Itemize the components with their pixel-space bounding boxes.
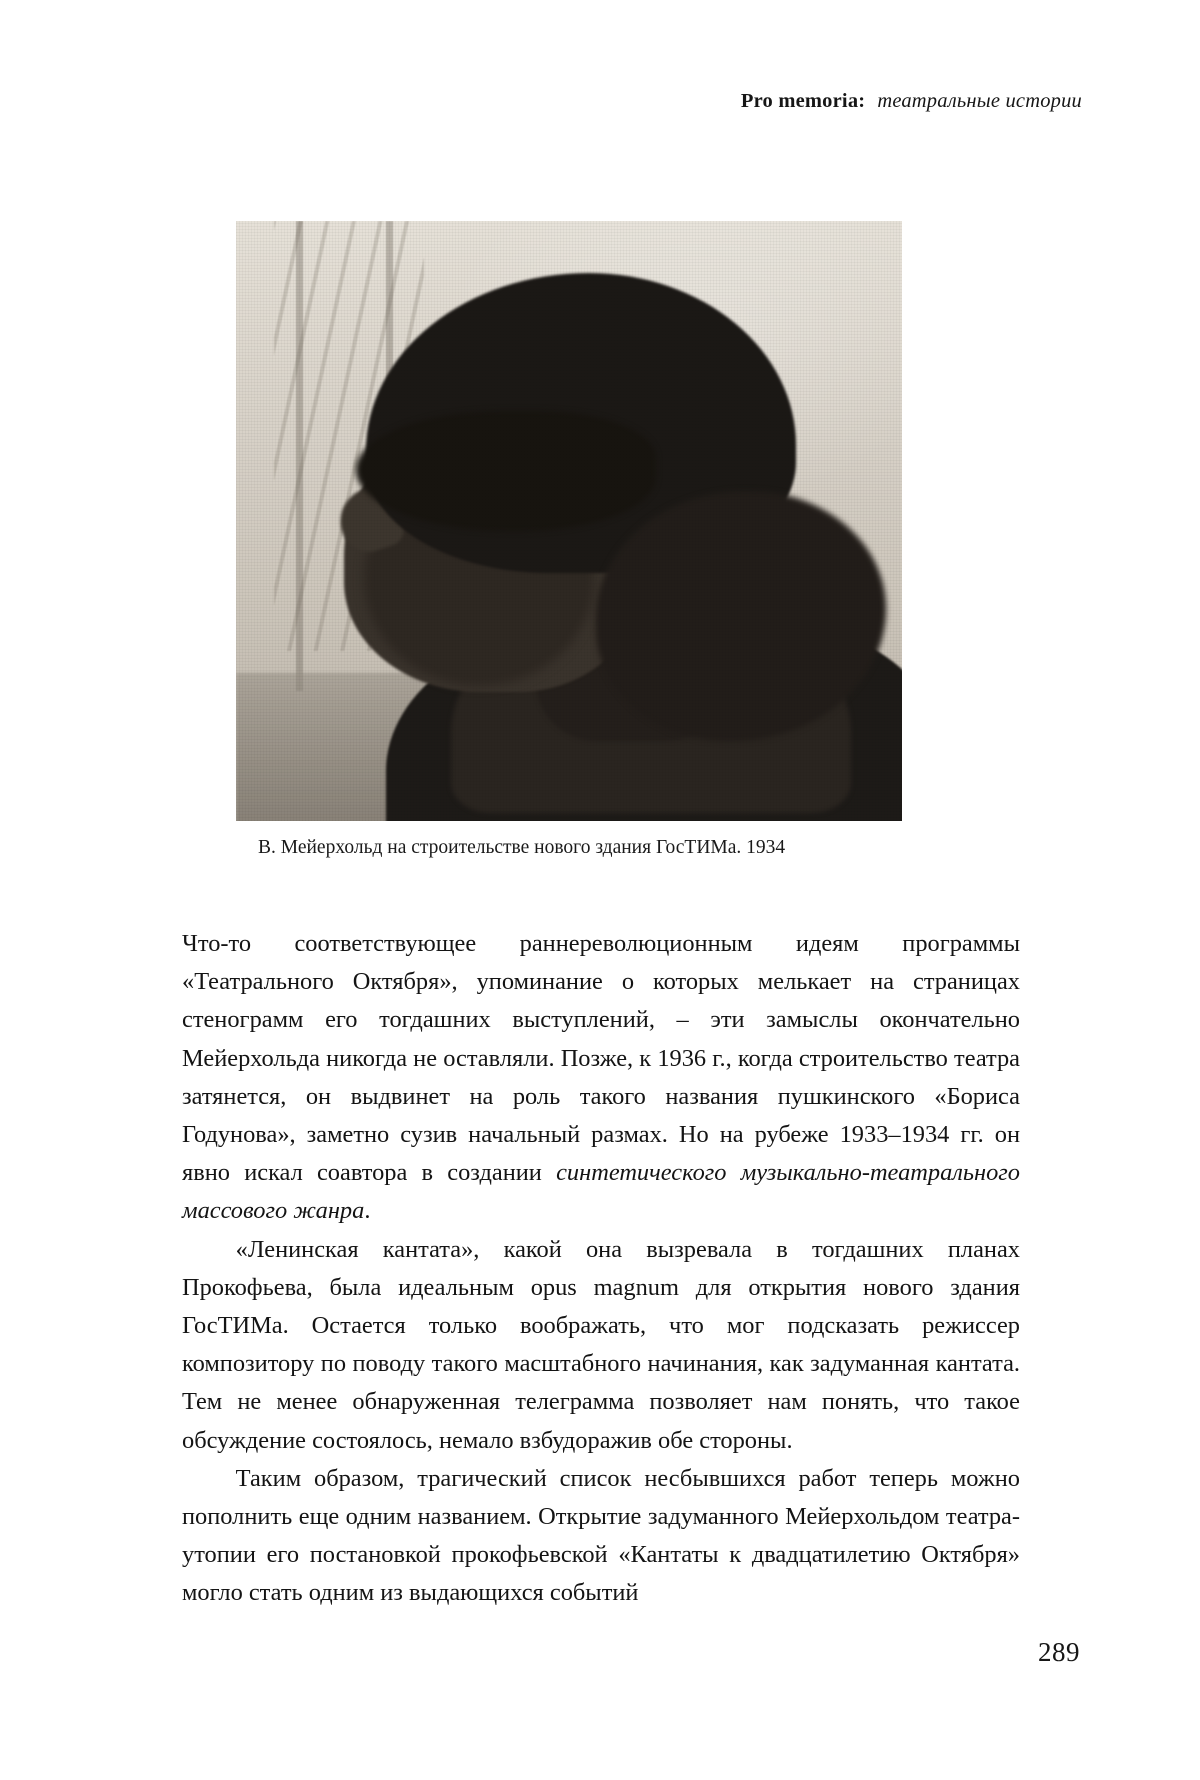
page-number: 289 <box>1038 1637 1080 1667</box>
figure-caption: В. Мейерхольд на строительстве нового здания ГосТИМа. 1934 <box>258 837 786 858</box>
running-head-subtitle: театральные истории <box>877 90 1082 112</box>
paragraph-1-tail: . <box>364 1197 371 1225</box>
paragraph-1-text: Что-то соответствующее раннереволюционным идеям программы «Театрального Октября», упоминание о которых мелькает на страницах стенограмм его тогдашних выступлений, – эти замыслы окончательно Мейерхольда никогда не оставляли. Позже, к 1936 г., когда строительство театра затянется, он выдвинет на роль такого названия пушкинского «Бориса Годунова», заметно сузив начальный размах. Но на рубеже 1933–1934 гг. он явно искал соавтора в создании <box>182 930 1020 1187</box>
body-text <box>182 925 1020 1613</box>
running-head-title: Pro memoria: <box>740 90 866 112</box>
photograph <box>236 221 902 821</box>
figure <box>236 221 902 860</box>
paragraph-2: «Ленинская кантата», какой она вызревала в тогдашних планах Прокофьева, была идеальным opus magnum для открытия нового здания ГосТИМа. Остается только воображать, что мог подсказать режиссер композитору по поводу такого масштабного начинания, как задуманная кантата. Тем не менее обнаруженная телеграмма позволяет нам понять, что такое обсуждение состоялось, немало взбудоражив обе стороны. <box>182 1235 1020 1454</box>
paragraph-3: Таким образом, трагический список несбывшихся работ теперь можно пополнить еще одним названием. Открытие задуманного Мейерхольдом театра-утопии его постановкой прокофьевской «Кантаты к двадцатилетию Октября» могло стать одним из выдающихся событий <box>182 1464 1020 1607</box>
paragraph-1-emphasis: синтетического музыкально-театрального массового жанра <box>182 1159 1021 1225</box>
figure-hat-brim <box>356 411 656 531</box>
scaffolding-post-left <box>296 221 303 691</box>
paragraph-1 <box>182 925 1020 1231</box>
photograph-background <box>236 221 902 821</box>
running-head <box>741 90 1082 113</box>
